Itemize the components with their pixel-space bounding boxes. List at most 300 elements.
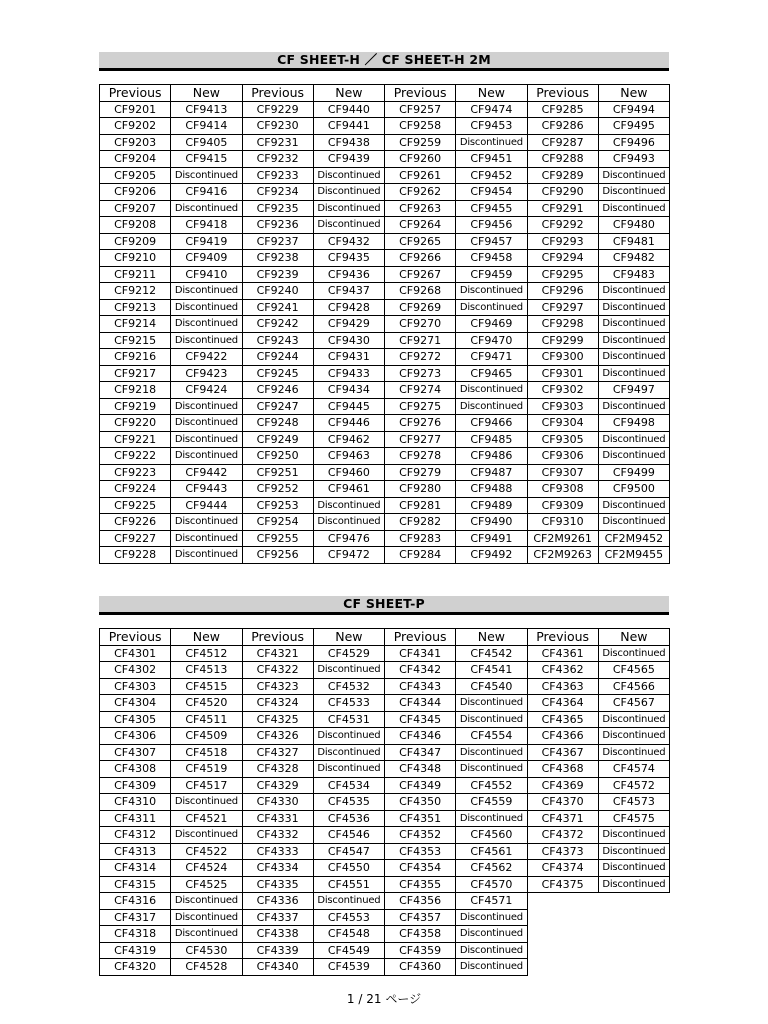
new-code-cell: CF4552 <box>456 777 527 794</box>
previous-code-cell: CF9233 <box>242 167 313 184</box>
new-code-cell: CF9446 <box>313 415 384 432</box>
new-code-cell: CF9481 <box>598 233 669 250</box>
header-new: New <box>456 629 527 646</box>
new-code-cell: CF9492 <box>456 547 527 564</box>
new-code-cell: Discontinued <box>313 200 384 217</box>
new-code-cell: CF9496 <box>598 134 669 151</box>
previous-code-cell: CF9267 <box>385 266 456 283</box>
previous-code-cell: CF9287 <box>527 134 598 151</box>
table-row <box>100 316 670 333</box>
previous-code-cell: CF4347 <box>385 744 456 761</box>
new-code-cell: Discontinued <box>456 744 527 761</box>
new-code-cell: Discontinued <box>456 283 527 300</box>
previous-code-cell: CF4331 <box>242 810 313 827</box>
previous-code-cell: CF9268 <box>385 283 456 300</box>
new-code-cell: CF9444 <box>171 497 242 514</box>
previous-code-cell: CF9216 <box>100 349 171 366</box>
new-code-cell: CF4528 <box>171 959 242 976</box>
new-code-cell: CF4517 <box>171 777 242 794</box>
new-code-cell: Discontinued <box>171 415 242 432</box>
previous-code-cell: CF9246 <box>242 382 313 399</box>
header-previous: Previous <box>527 85 598 102</box>
new-code-cell: Discontinued <box>598 431 669 448</box>
new-code-cell: Discontinued <box>171 332 242 349</box>
new-code-cell: CF9435 <box>313 250 384 267</box>
previous-code-cell: CF9309 <box>527 497 598 514</box>
previous-code-cell: CF4338 <box>242 926 313 943</box>
new-code-cell: CF9495 <box>598 118 669 135</box>
new-code-cell: Discontinued <box>456 761 527 778</box>
previous-code-cell: CF4325 <box>242 711 313 728</box>
new-code-cell: CF9437 <box>313 283 384 300</box>
previous-code-cell: CF9277 <box>385 431 456 448</box>
table-row <box>100 448 670 465</box>
previous-code-cell: CF9262 <box>385 184 456 201</box>
table-row <box>100 530 670 547</box>
header-new: New <box>313 85 384 102</box>
previous-code-cell: CF9240 <box>242 283 313 300</box>
new-code-cell: CF4559 <box>456 794 527 811</box>
new-code-cell: CF9453 <box>456 118 527 135</box>
table-row <box>100 645 670 662</box>
new-code-cell: Discontinued <box>456 711 527 728</box>
new-code-cell: Discontinued <box>598 200 669 217</box>
previous-code-cell: CF9211 <box>100 266 171 283</box>
new-code-cell: CF4541 <box>456 662 527 679</box>
previous-code-cell: CF9282 <box>385 514 456 531</box>
new-code-cell: CF9458 <box>456 250 527 267</box>
new-code-cell: Discontinued <box>313 217 384 234</box>
previous-code-cell: CF9247 <box>242 398 313 415</box>
previous-code-cell: CF9306 <box>527 448 598 465</box>
previous-code-cell: CF2M9263 <box>527 547 598 564</box>
new-code-cell: CF4574 <box>598 761 669 778</box>
new-code-cell: CF2M9452 <box>598 530 669 547</box>
new-code-cell: CF4575 <box>598 810 669 827</box>
previous-code-cell: CF4329 <box>242 777 313 794</box>
previous-code-cell: CF9305 <box>527 431 598 448</box>
previous-code-cell: CF4354 <box>385 860 456 877</box>
previous-code-cell: CF4346 <box>385 728 456 745</box>
new-code-cell: Discontinued <box>171 827 242 844</box>
new-code-cell: CF9418 <box>171 217 242 234</box>
table-row <box>100 134 670 151</box>
new-code-cell: CF9476 <box>313 530 384 547</box>
new-code-cell: CF9438 <box>313 134 384 151</box>
table-row <box>100 299 670 316</box>
table-row <box>100 151 670 168</box>
new-code-cell: Discontinued <box>171 299 242 316</box>
previous-code-cell: CF9220 <box>100 415 171 432</box>
new-code-cell: Discontinued <box>598 860 669 877</box>
header-new: New <box>598 85 669 102</box>
new-code-cell: Discontinued <box>598 398 669 415</box>
previous-code-cell: CF9261 <box>385 167 456 184</box>
new-code-cell: CF9436 <box>313 266 384 283</box>
new-code-cell: CF4567 <box>598 695 669 712</box>
previous-code-cell: CF4310 <box>100 794 171 811</box>
new-code-cell: CF4515 <box>171 678 242 695</box>
empty-cell <box>598 909 669 926</box>
new-code-cell: CF9428 <box>313 299 384 316</box>
new-code-cell: CF4509 <box>171 728 242 745</box>
previous-code-cell: CF4321 <box>242 645 313 662</box>
previous-code-cell: CF9263 <box>385 200 456 217</box>
new-code-cell: CF9456 <box>456 217 527 234</box>
previous-code-cell: CF9242 <box>242 316 313 333</box>
previous-code-cell: CF9299 <box>527 332 598 349</box>
previous-code-cell: CF4319 <box>100 942 171 959</box>
previous-code-cell: CF9285 <box>527 101 598 118</box>
previous-code-cell: CF4339 <box>242 942 313 959</box>
previous-code-cell: CF9289 <box>527 167 598 184</box>
new-code-cell: CF9419 <box>171 233 242 250</box>
previous-code-cell: CF4367 <box>527 744 598 761</box>
conversion-table <box>99 628 670 976</box>
new-code-cell: CF9413 <box>171 101 242 118</box>
previous-code-cell: CF4326 <box>242 728 313 745</box>
previous-code-cell: CF9274 <box>385 382 456 399</box>
table-row <box>100 728 670 745</box>
new-code-cell: CF9445 <box>313 398 384 415</box>
new-code-cell: CF9439 <box>313 151 384 168</box>
new-code-cell: Discontinued <box>456 134 527 151</box>
empty-cell <box>598 893 669 910</box>
previous-code-cell: CF9304 <box>527 415 598 432</box>
previous-code-cell: CF9308 <box>527 481 598 498</box>
new-code-cell: CF4571 <box>456 893 527 910</box>
new-code-cell: Discontinued <box>598 711 669 728</box>
previous-code-cell: CF4366 <box>527 728 598 745</box>
new-code-cell: CF9482 <box>598 250 669 267</box>
previous-code-cell: CF9241 <box>242 299 313 316</box>
previous-code-cell: CF4355 <box>385 876 456 893</box>
previous-code-cell: CF9214 <box>100 316 171 333</box>
previous-code-cell: CF9201 <box>100 101 171 118</box>
previous-code-cell: CF9291 <box>527 200 598 217</box>
previous-code-cell: CF4318 <box>100 926 171 943</box>
new-code-cell: CF4511 <box>171 711 242 728</box>
new-code-cell: CF9485 <box>456 431 527 448</box>
new-code-cell: Discontinued <box>598 843 669 860</box>
new-code-cell: CF4542 <box>456 645 527 662</box>
table-row <box>100 893 670 910</box>
previous-code-cell: CF4375 <box>527 876 598 893</box>
previous-code-cell: CF9226 <box>100 514 171 531</box>
previous-code-cell: CF9231 <box>242 134 313 151</box>
new-code-cell: Discontinued <box>598 365 669 382</box>
new-code-cell: CF9499 <box>598 464 669 481</box>
new-code-cell: Discontinued <box>456 959 527 976</box>
table-row <box>100 415 670 432</box>
new-code-cell: Discontinued <box>171 316 242 333</box>
previous-code-cell: CF4353 <box>385 843 456 860</box>
table-row <box>100 711 670 728</box>
previous-code-cell: CF9271 <box>385 332 456 349</box>
previous-code-cell: CF9222 <box>100 448 171 465</box>
new-code-cell: CF4539 <box>313 959 384 976</box>
previous-code-cell: CF4340 <box>242 959 313 976</box>
previous-code-cell: CF9286 <box>527 118 598 135</box>
previous-code-cell: CF9204 <box>100 151 171 168</box>
new-code-cell: CF9472 <box>313 547 384 564</box>
new-code-cell: CF4530 <box>171 942 242 959</box>
new-code-cell: Discontinued <box>171 431 242 448</box>
table-row <box>100 464 670 481</box>
previous-code-cell: CF9293 <box>527 233 598 250</box>
new-code-cell: Discontinued <box>171 530 242 547</box>
new-code-cell: CF4551 <box>313 876 384 893</box>
new-code-cell: CF4546 <box>313 827 384 844</box>
new-code-cell: CF9487 <box>456 464 527 481</box>
previous-code-cell: CF4337 <box>242 909 313 926</box>
new-code-cell: CF9480 <box>598 217 669 234</box>
previous-code-cell: CF9256 <box>242 547 313 564</box>
table-row <box>100 217 670 234</box>
previous-code-cell: CF4311 <box>100 810 171 827</box>
new-code-cell: Discontinued <box>456 398 527 415</box>
table-row <box>100 118 670 135</box>
previous-code-cell: CF4360 <box>385 959 456 976</box>
new-code-cell: Discontinued <box>171 448 242 465</box>
table-row <box>100 349 670 366</box>
header-new: New <box>598 629 669 646</box>
previous-code-cell: CF9273 <box>385 365 456 382</box>
new-code-cell: CF4534 <box>313 777 384 794</box>
previous-code-cell: CF9203 <box>100 134 171 151</box>
previous-code-cell: CF4361 <box>527 645 598 662</box>
previous-code-cell: CF9248 <box>242 415 313 432</box>
new-code-cell: CF9440 <box>313 101 384 118</box>
new-code-cell: Discontinued <box>171 283 242 300</box>
new-code-cell: CF9466 <box>456 415 527 432</box>
previous-code-cell: CF4306 <box>100 728 171 745</box>
section-title: CF SHEET-H ／ CF SHEET-H 2M <box>99 52 669 71</box>
new-code-cell: CF9432 <box>313 233 384 250</box>
previous-code-cell: CF4358 <box>385 926 456 943</box>
table-row <box>100 250 670 267</box>
previous-code-cell: CF9272 <box>385 349 456 366</box>
new-code-cell: CF4570 <box>456 876 527 893</box>
new-code-cell: Discontinued <box>598 332 669 349</box>
new-code-cell: CF9488 <box>456 481 527 498</box>
previous-code-cell: CF4359 <box>385 942 456 959</box>
previous-code-cell: CF9250 <box>242 448 313 465</box>
new-code-cell: Discontinued <box>598 283 669 300</box>
new-code-cell: CF9454 <box>456 184 527 201</box>
previous-code-cell: CF2M9261 <box>527 530 598 547</box>
new-code-cell: CF9474 <box>456 101 527 118</box>
new-code-cell: CF9463 <box>313 448 384 465</box>
previous-code-cell: CF4314 <box>100 860 171 877</box>
new-code-cell: Discontinued <box>171 547 242 564</box>
previous-code-cell: CF9298 <box>527 316 598 333</box>
table-row <box>100 843 670 860</box>
empty-cell <box>527 926 598 943</box>
new-code-cell: CF9433 <box>313 365 384 382</box>
new-code-cell: Discontinued <box>171 398 242 415</box>
section-cf-sheet-h <box>99 52 669 564</box>
table-row <box>100 283 670 300</box>
previous-code-cell: CF9283 <box>385 530 456 547</box>
previous-code-cell: CF9288 <box>527 151 598 168</box>
previous-code-cell: CF4351 <box>385 810 456 827</box>
previous-code-cell: CF9307 <box>527 464 598 481</box>
new-code-cell: Discontinued <box>171 167 242 184</box>
previous-code-cell: CF9245 <box>242 365 313 382</box>
section-title: CF SHEET-P <box>99 596 669 615</box>
new-code-cell: CF4560 <box>456 827 527 844</box>
new-code-cell: Discontinued <box>171 893 242 910</box>
previous-code-cell: CF4349 <box>385 777 456 794</box>
new-code-cell: CF4518 <box>171 744 242 761</box>
previous-code-cell: CF4368 <box>527 761 598 778</box>
new-code-cell: Discontinued <box>456 909 527 926</box>
new-code-cell: Discontinued <box>456 810 527 827</box>
new-code-cell: Discontinued <box>313 167 384 184</box>
new-code-cell: CF4533 <box>313 695 384 712</box>
new-code-cell: CF4547 <box>313 843 384 860</box>
header-row <box>100 85 670 102</box>
new-code-cell: CF4529 <box>313 645 384 662</box>
table-row <box>100 266 670 283</box>
header-new: New <box>313 629 384 646</box>
new-code-cell: CF4521 <box>171 810 242 827</box>
previous-code-cell: CF9279 <box>385 464 456 481</box>
new-code-cell: CF9489 <box>456 497 527 514</box>
previous-code-cell: CF9290 <box>527 184 598 201</box>
table-row <box>100 167 670 184</box>
new-code-cell: Discontinued <box>313 497 384 514</box>
previous-code-cell: CF4334 <box>242 860 313 877</box>
previous-code-cell: CF4369 <box>527 777 598 794</box>
previous-code-cell: CF4327 <box>242 744 313 761</box>
new-code-cell: CF9498 <box>598 415 669 432</box>
new-code-cell: Discontinued <box>598 645 669 662</box>
previous-code-cell: CF4330 <box>242 794 313 811</box>
previous-code-cell: CF4301 <box>100 645 171 662</box>
previous-code-cell: CF9297 <box>527 299 598 316</box>
new-code-cell: Discontinued <box>171 794 242 811</box>
new-code-cell: Discontinued <box>313 744 384 761</box>
previous-code-cell: CF9269 <box>385 299 456 316</box>
new-code-cell: CF9405 <box>171 134 242 151</box>
new-code-cell: CF9422 <box>171 349 242 366</box>
previous-code-cell: CF9207 <box>100 200 171 217</box>
previous-code-cell: CF4372 <box>527 827 598 844</box>
header-previous: Previous <box>385 85 456 102</box>
previous-code-cell: CF4357 <box>385 909 456 926</box>
table-row <box>100 662 670 679</box>
table-row <box>100 959 670 976</box>
new-code-cell: CF9497 <box>598 382 669 399</box>
new-code-cell: CF9491 <box>456 530 527 547</box>
previous-code-cell: CF9229 <box>242 101 313 118</box>
table-row <box>100 909 670 926</box>
table-row <box>100 184 670 201</box>
previous-code-cell: CF9284 <box>385 547 456 564</box>
previous-code-cell: CF9276 <box>385 415 456 432</box>
new-code-cell: CF9465 <box>456 365 527 382</box>
previous-code-cell: CF9264 <box>385 217 456 234</box>
new-code-cell: CF9486 <box>456 448 527 465</box>
new-code-cell: CF9471 <box>456 349 527 366</box>
previous-code-cell: CF4364 <box>527 695 598 712</box>
new-code-cell: Discontinued <box>598 184 669 201</box>
new-code-cell: CF4513 <box>171 662 242 679</box>
previous-code-cell: CF4350 <box>385 794 456 811</box>
new-code-cell: CF4522 <box>171 843 242 860</box>
previous-code-cell: CF9239 <box>242 266 313 283</box>
previous-code-cell: CF4336 <box>242 893 313 910</box>
new-code-cell: CF4519 <box>171 761 242 778</box>
table-row <box>100 481 670 498</box>
previous-code-cell: CF9303 <box>527 398 598 415</box>
previous-code-cell: CF9227 <box>100 530 171 547</box>
new-code-cell: CF4512 <box>171 645 242 662</box>
previous-code-cell: CF4316 <box>100 893 171 910</box>
new-code-cell: Discontinued <box>171 926 242 943</box>
new-code-cell: CF4554 <box>456 728 527 745</box>
previous-code-cell: CF9218 <box>100 382 171 399</box>
previous-code-cell: CF9260 <box>385 151 456 168</box>
previous-code-cell: CF4304 <box>100 695 171 712</box>
new-code-cell: Discontinued <box>598 728 669 745</box>
new-code-cell: Discontinued <box>313 893 384 910</box>
new-code-cell: Discontinued <box>598 167 669 184</box>
previous-code-cell: CF9232 <box>242 151 313 168</box>
new-code-cell: CF9500 <box>598 481 669 498</box>
table-row <box>100 382 670 399</box>
previous-code-cell: CF4363 <box>527 678 598 695</box>
new-code-cell: Discontinued <box>313 514 384 531</box>
previous-code-cell: CF9310 <box>527 514 598 531</box>
new-code-cell: CF4553 <box>313 909 384 926</box>
section-cf-sheet-p <box>99 596 669 976</box>
previous-code-cell: CF9228 <box>100 547 171 564</box>
previous-code-cell: CF4302 <box>100 662 171 679</box>
previous-code-cell: CF9265 <box>385 233 456 250</box>
previous-code-cell: CF4328 <box>242 761 313 778</box>
header-previous: Previous <box>100 85 171 102</box>
table-row <box>100 101 670 118</box>
table-row <box>100 200 670 217</box>
new-code-cell: Discontinued <box>598 299 669 316</box>
previous-code-cell: CF9270 <box>385 316 456 333</box>
table-row <box>100 794 670 811</box>
new-code-cell: CF4562 <box>456 860 527 877</box>
new-code-cell: CF4520 <box>171 695 242 712</box>
new-code-cell: Discontinued <box>456 382 527 399</box>
new-code-cell: Discontinued <box>598 876 669 893</box>
new-code-cell: CF4565 <box>598 662 669 679</box>
new-code-cell: CF9416 <box>171 184 242 201</box>
previous-code-cell: CF9244 <box>242 349 313 366</box>
new-code-cell: CF9493 <box>598 151 669 168</box>
previous-code-cell: CF4335 <box>242 876 313 893</box>
new-code-cell: Discontinued <box>171 514 242 531</box>
previous-code-cell: CF9255 <box>242 530 313 547</box>
previous-code-cell: CF9206 <box>100 184 171 201</box>
previous-code-cell: CF9301 <box>527 365 598 382</box>
new-code-cell: Discontinued <box>598 448 669 465</box>
previous-code-cell: CF9281 <box>385 497 456 514</box>
new-code-cell: CF4566 <box>598 678 669 695</box>
new-code-cell: CF4550 <box>313 860 384 877</box>
new-code-cell: Discontinued <box>598 497 669 514</box>
new-code-cell: Discontinued <box>456 299 527 316</box>
conversion-table <box>99 84 670 564</box>
